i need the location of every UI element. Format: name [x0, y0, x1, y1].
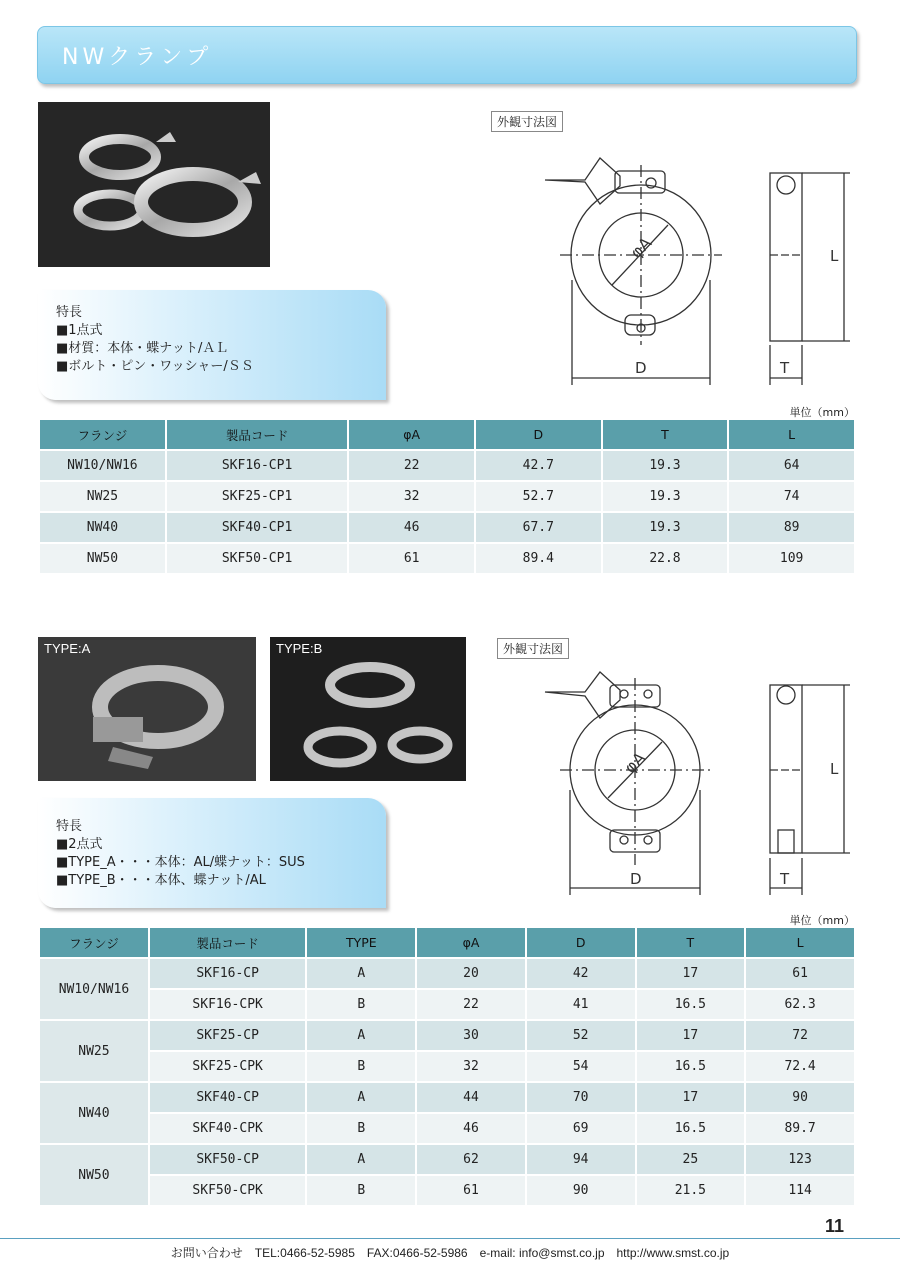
features-box-2	[38, 798, 386, 908]
table-row	[39, 512, 855, 543]
header-T: T	[636, 927, 746, 958]
dim-T: T	[780, 870, 790, 888]
cell: 61	[348, 543, 475, 574]
cell: 72	[745, 1020, 855, 1051]
header-L: L	[745, 927, 855, 958]
cell: A	[306, 1144, 416, 1175]
table-row	[39, 543, 855, 574]
cell-flange: NW40	[39, 1082, 149, 1144]
cell: 22	[348, 450, 475, 481]
cell: 16.5	[636, 989, 746, 1020]
cell: 32	[348, 481, 475, 512]
clamp-photo-graphic	[270, 637, 466, 781]
cell: SKF16-CP1	[166, 450, 349, 481]
cell: 17	[636, 958, 746, 989]
dim-D: D	[630, 870, 642, 888]
cell: SKF25-CP1	[166, 481, 349, 512]
cell: B	[306, 1051, 416, 1082]
cell: 22	[416, 989, 526, 1020]
feature-item: ■2点式	[56, 837, 103, 852]
title-bar	[37, 26, 857, 84]
table-row	[39, 1082, 855, 1113]
cell: A	[306, 958, 416, 989]
header-type: TYPE	[306, 927, 416, 958]
cell: 25	[636, 1144, 746, 1175]
footer-contact: お問い合わせ TEL:0466-52-5985 FAX:0466-52-5986 e-mail: info@smst.co.jp http://www.smst.co.jp	[170, 1246, 730, 1260]
table-row	[39, 958, 855, 989]
table-row	[39, 1144, 855, 1175]
cell: 67.7	[475, 512, 602, 543]
header-D: D	[475, 419, 602, 450]
clamp-photo-graphic	[38, 102, 270, 267]
cell: 109	[728, 543, 855, 574]
dimension-drawing-1	[540, 145, 860, 390]
cell: 70	[526, 1082, 636, 1113]
dim-phiA: φA	[626, 233, 656, 262]
clamp-photo-graphic	[38, 637, 256, 781]
header-flange: フランジ	[39, 927, 149, 958]
table-row	[39, 1175, 855, 1206]
table-header-row	[39, 927, 855, 958]
diagram-label-2: 外観寸法図	[497, 638, 569, 659]
page-number: 11	[824, 1216, 844, 1236]
header-flange: フランジ	[39, 419, 166, 450]
cell: 20	[416, 958, 526, 989]
cell: 30	[416, 1020, 526, 1051]
cell: NW10/NW16	[39, 450, 166, 481]
dim-phiA: φA	[620, 748, 650, 777]
cell: 46	[348, 512, 475, 543]
table-row	[39, 1020, 855, 1051]
header-code: 製品コード	[149, 927, 307, 958]
cell: 44	[416, 1082, 526, 1113]
cell: 69	[526, 1113, 636, 1144]
cell: A	[306, 1020, 416, 1051]
feature-item: ■TYPE_B・・・本体、蝶ナット/AL	[56, 873, 266, 888]
features-heading: 特長	[56, 819, 83, 834]
cell-flange: NW50	[39, 1144, 149, 1206]
cell-flange: NW25	[39, 1020, 149, 1082]
cell: 89.4	[475, 543, 602, 574]
table-row	[39, 989, 855, 1020]
feature-item: ■TYPE_A・・・本体：AL/蝶ナット：SUS	[56, 855, 305, 870]
cell: 16.5	[636, 1113, 746, 1144]
footer-divider	[0, 1238, 900, 1239]
cell: 61	[745, 958, 855, 989]
cell: 42.7	[475, 450, 602, 481]
cell: SKF25-CP	[149, 1020, 307, 1051]
table-row	[39, 1051, 855, 1082]
cell: 32	[416, 1051, 526, 1082]
cell: 62.3	[745, 989, 855, 1020]
cell: 21.5	[636, 1175, 746, 1206]
unit-label-1: 単位（mm）	[789, 406, 855, 419]
cell: 62	[416, 1144, 526, 1175]
feature-item: ■材質：本体・蝶ナット/ＡＬ	[56, 341, 229, 356]
dim-D: D	[635, 359, 647, 377]
table-header-row	[39, 419, 855, 450]
dimension-drawing-2	[540, 670, 860, 900]
spec-table-1	[38, 418, 856, 575]
cell: SKF40-CP	[149, 1082, 307, 1113]
cell: 61	[416, 1175, 526, 1206]
cell: 64	[728, 450, 855, 481]
photo-label-type-a: TYPE:A	[44, 641, 91, 656]
dim-L: L	[830, 247, 839, 265]
cell: 123	[745, 1144, 855, 1175]
feature-item: ■ボルト・ピン・ワッシャー/ＳＳ	[56, 359, 254, 374]
product-photo-single	[38, 102, 270, 267]
header-T: T	[602, 419, 729, 450]
cell: 90	[526, 1175, 636, 1206]
table-row	[39, 450, 855, 481]
table-row	[39, 481, 855, 512]
header-D: D	[526, 927, 636, 958]
cell: 17	[636, 1020, 746, 1051]
product-photo-type-a	[38, 637, 256, 781]
spec-table-2	[38, 926, 856, 1207]
cell: B	[306, 989, 416, 1020]
cell: SKF50-CP1	[166, 543, 349, 574]
cell: 52.7	[475, 481, 602, 512]
cell: B	[306, 1175, 416, 1206]
cell: 94	[526, 1144, 636, 1175]
cell: A	[306, 1082, 416, 1113]
cell: 54	[526, 1051, 636, 1082]
diagram-label-1: 外観寸法図	[491, 111, 563, 132]
cell-flange: NW10/NW16	[39, 958, 149, 1020]
features-box-1	[38, 290, 386, 400]
header-L: L	[728, 419, 855, 450]
cell: SKF16-CPK	[149, 989, 307, 1020]
table-row	[39, 1113, 855, 1144]
unit-label-2: 単位（mm）	[789, 914, 855, 927]
cell: 72.4	[745, 1051, 855, 1082]
cell: 16.5	[636, 1051, 746, 1082]
cell: B	[306, 1113, 416, 1144]
dim-L: L	[830, 760, 839, 778]
cell: 46	[416, 1113, 526, 1144]
cell: SKF40-CP1	[166, 512, 349, 543]
cell: 74	[728, 481, 855, 512]
cell: SKF50-CPK	[149, 1175, 307, 1206]
feature-item: ■1点式	[56, 323, 103, 338]
cell: 41	[526, 989, 636, 1020]
cell: 19.3	[602, 512, 729, 543]
cell: SKF25-CPK	[149, 1051, 307, 1082]
header-phiA: φA	[416, 927, 526, 958]
cell: NW25	[39, 481, 166, 512]
header-code: 製品コード	[166, 419, 349, 450]
cell: 42	[526, 958, 636, 989]
cell: 19.3	[602, 450, 729, 481]
features-heading: 特長	[56, 305, 83, 320]
cell: NW40	[39, 512, 166, 543]
cell: 114	[745, 1175, 855, 1206]
cell: SKF50-CP	[149, 1144, 307, 1175]
dim-T: T	[780, 359, 790, 377]
cell: 22.8	[602, 543, 729, 574]
page-title: NWクランプ	[62, 45, 213, 70]
photo-label-type-b: TYPE:B	[276, 641, 323, 656]
cell: 90	[745, 1082, 855, 1113]
cell: 89	[728, 512, 855, 543]
cell: 17	[636, 1082, 746, 1113]
product-photo-type-b	[270, 637, 466, 781]
cell: SKF16-CP	[149, 958, 307, 989]
cell: NW50	[39, 543, 166, 574]
cell: 52	[526, 1020, 636, 1051]
cell: 19.3	[602, 481, 729, 512]
cell: SKF40-CPK	[149, 1113, 307, 1144]
header-phiA: φA	[348, 419, 475, 450]
cell: 89.7	[745, 1113, 855, 1144]
